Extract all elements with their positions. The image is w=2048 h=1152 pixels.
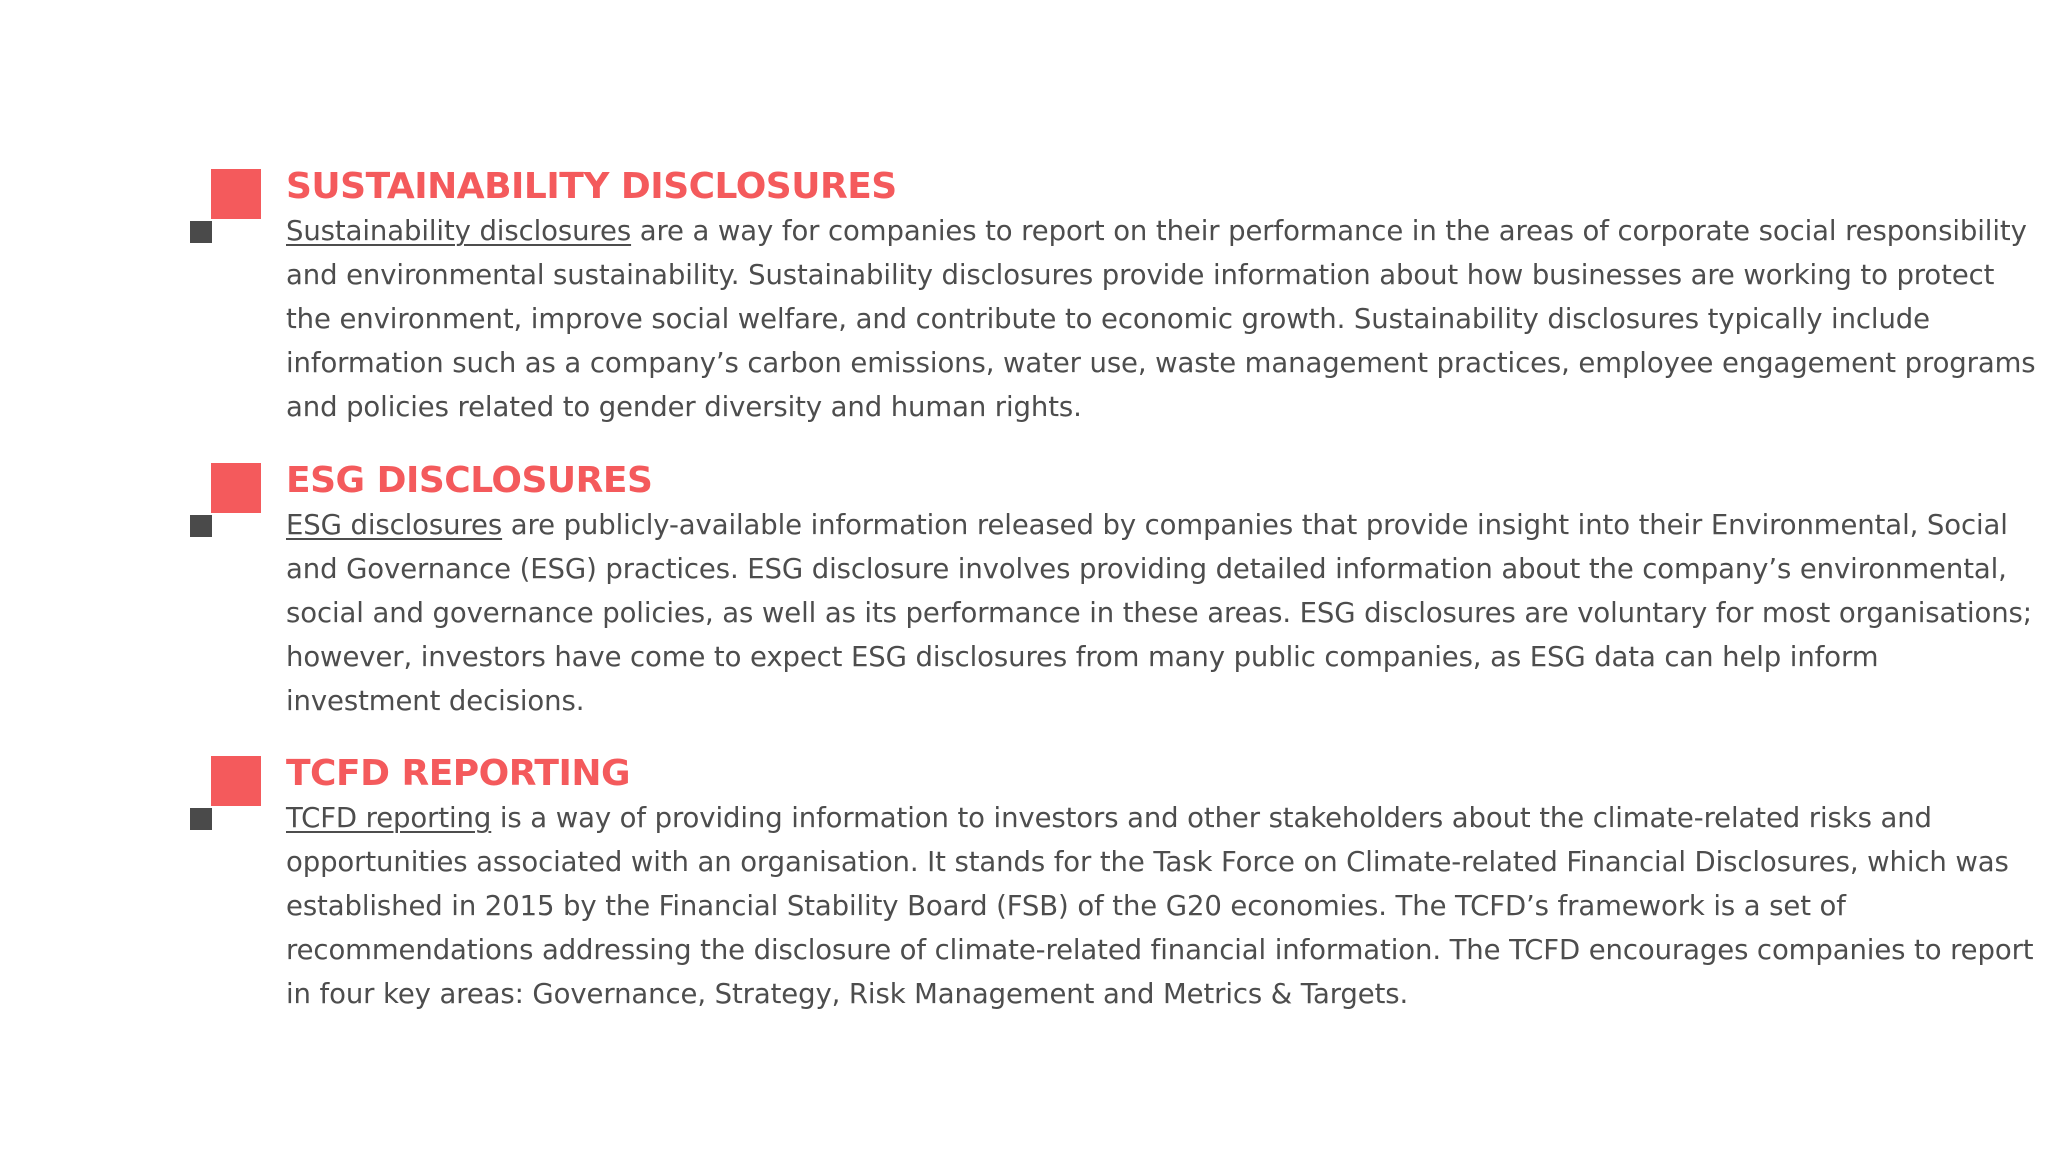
marker-dark-square [190,221,212,243]
sustainability-disclosures-link[interactable]: Sustainability disclosures [286,215,632,247]
section-body-text: are a way for companies to report on their performance in the areas of corporate social responsibility and environmental sustainability. Sustainability disclosures provide information about how businesses are working to protect the environment, improve social welfare, and contribute to economic growth. Sustainability disclosures typically include information such as a company’s carbon emissions, water use, waste management practices, employee engagement programs and policies related to gender diversity and human rights. [286,215,2036,423]
section-body-text: is a way of providing information to investors and other stakeholders about the climate-related risks and opportunities associated with an organisation. It stands for the Task Force on Climate-related Financial Disclosures, which was established in 2015 by the Financial Stability Board (FSB) of the G20 economies. The TCFD’s framework is a set of recommendations addressing the disclosure of climate-related financial information. The TCFD encourages companies to report in four key areas: Governance, Strategy, Risk Management and Metrics & Targets. [286,802,2034,1010]
tcfd-reporting-link[interactable]: TCFD reporting [286,802,492,834]
section-body [286,503,2036,723]
section-content [286,459,2036,723]
section-body [286,796,2036,1016]
marker-red-square [211,463,261,513]
section-marker-icon [190,756,262,832]
marker-dark-square [190,515,212,537]
section-heading: ESG DISCLOSURES [286,460,653,501]
esg-disclosures-link[interactable]: ESG disclosures [286,509,503,541]
marker-dark-square [190,808,212,830]
section-content [286,165,2036,429]
section-body [286,209,2036,429]
section-marker-icon [190,169,262,245]
section-content [286,752,2036,1016]
section-heading: TCFD REPORTING [286,753,631,794]
section-marker-icon [190,463,262,539]
marker-red-square [211,756,261,806]
marker-red-square [211,169,261,219]
section-heading: SUSTAINABILITY DISCLOSURES [286,166,897,207]
section-body-text: are publicly-available information released by companies that provide insight into their Environmental, Social and Governance (ESG) practices. ESG disclosure involves providing detailed information about the company’s environmental, social and governance policies, as well as its performance in these areas. ESG disclosures are voluntary for most organisations; however, investors have come to expect ESG disclosures from many public companies, as ESG data can help inform investment decisions. [286,509,2032,717]
